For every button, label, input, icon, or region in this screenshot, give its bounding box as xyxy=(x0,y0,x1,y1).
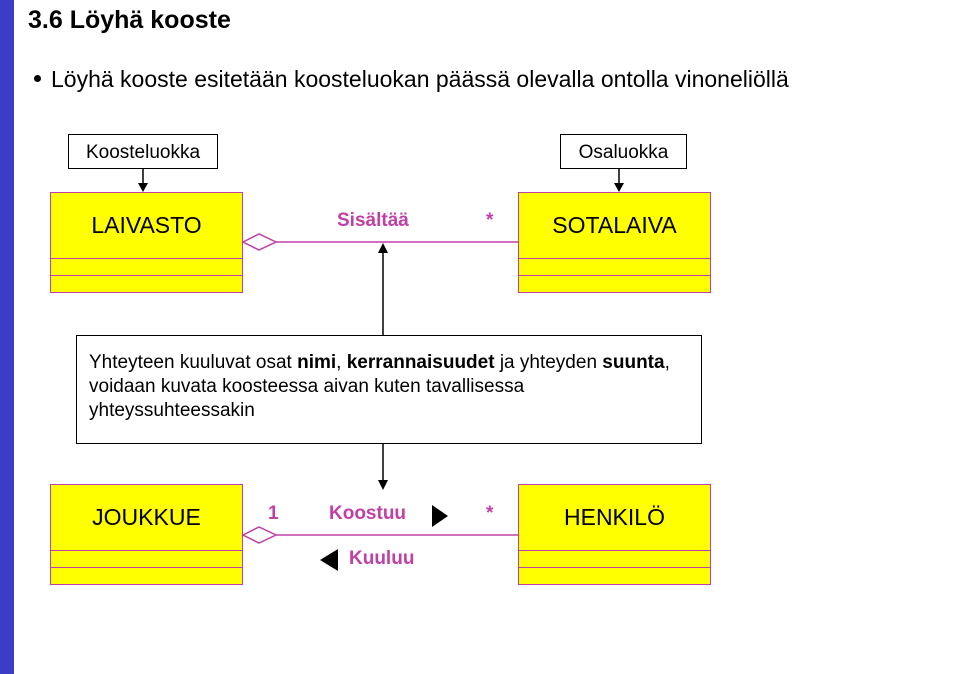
description-text: Yhteyteen kuuluvat osat xyxy=(89,352,298,373)
multiplicity-henkilo: * xyxy=(486,503,494,524)
direction-left-icon xyxy=(320,549,338,571)
arrowhead-down-icon xyxy=(138,183,148,192)
description-text: ja yhteyden xyxy=(494,352,603,373)
class-name-henkilo: HENKILÖ xyxy=(519,485,710,551)
role-label-kuuluu: Kuuluu xyxy=(349,548,415,569)
direction-right-icon xyxy=(432,505,448,527)
description-bold-multiplicity: kerrannaisuudet xyxy=(346,352,495,373)
description-bold-name: nimi xyxy=(297,352,337,373)
note-part-label: Osaluokka xyxy=(578,142,669,163)
class-name-joukkue: JOUKKUE xyxy=(51,485,242,551)
arrowhead-down-icon xyxy=(614,183,624,192)
description-text: , voidaan kuvata koosteessa aivan kuten tavallisessa yhteyssuhteessakin xyxy=(89,352,670,421)
slide-title: 3.6 Löyhä kooste xyxy=(28,6,231,34)
arrowhead-down-icon xyxy=(378,480,388,490)
description-bold-direction: suunta xyxy=(602,352,665,373)
note-aggregate-label: Koosteluokka xyxy=(85,142,201,163)
hollow-diamond-icon xyxy=(243,527,276,543)
role-label-koostuu: Koostuu xyxy=(329,503,407,524)
class-name-laivasto: LAIVASTO xyxy=(51,193,242,259)
arrowhead-up-icon xyxy=(378,243,388,253)
hollow-diamond-icon xyxy=(243,234,276,250)
multiplicity-sotalaiva: * xyxy=(486,210,494,231)
bullet-text: Löyhä kooste esitetään koosteluokan päässä olevalla ontolla vinoneliöllä xyxy=(51,66,789,92)
association-name-sisaltaa: Sisältää xyxy=(337,210,409,231)
description-text: , xyxy=(336,352,347,373)
multiplicity-joukkue: 1 xyxy=(268,503,279,524)
class-name-sotalaiva: SOTALAIVA xyxy=(519,193,710,259)
